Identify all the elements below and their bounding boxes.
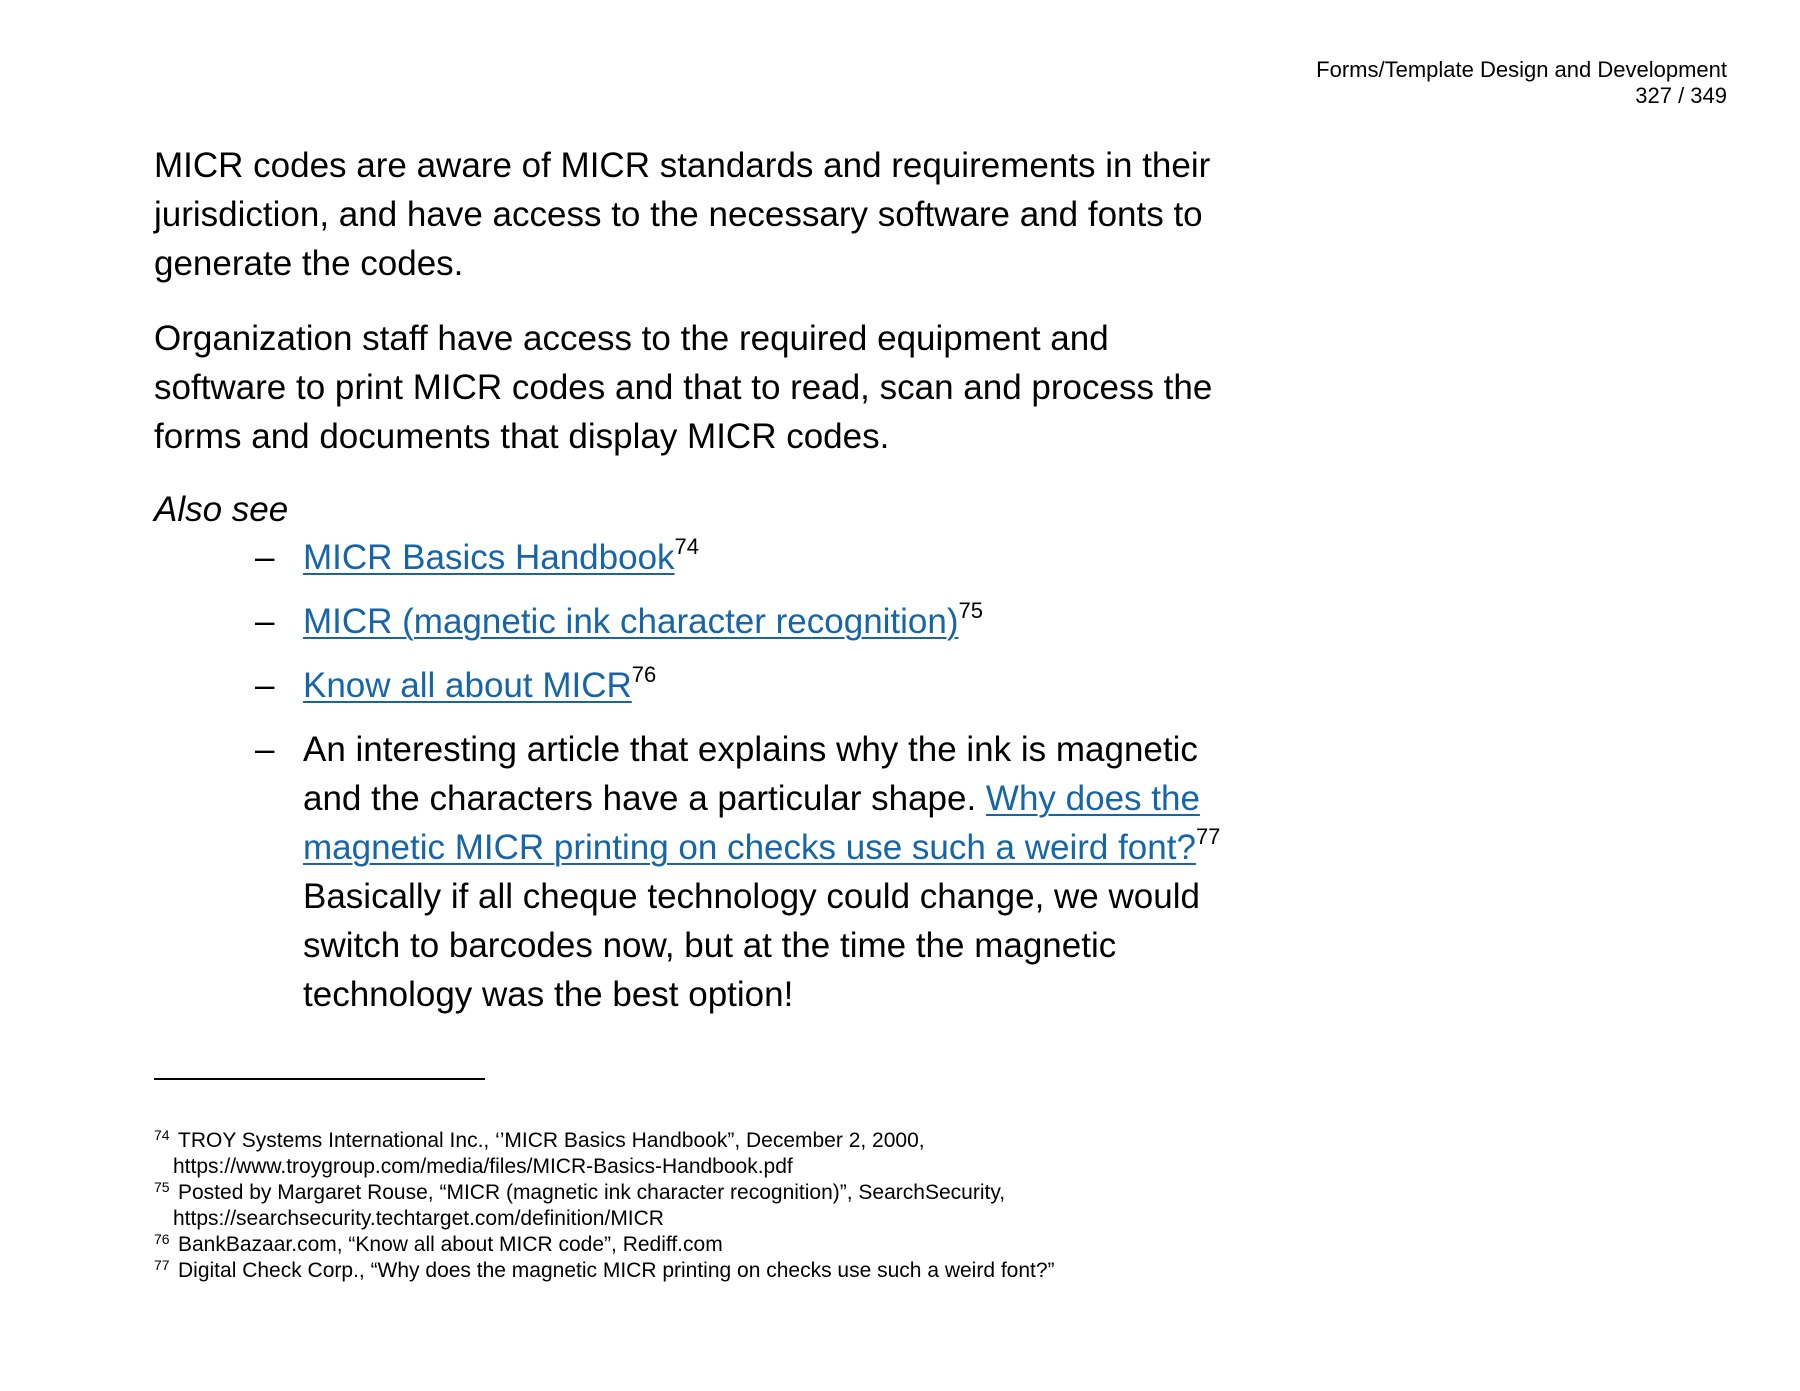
document-title: Forms/Template Design and Development <box>1316 57 1727 82</box>
link-micr-magnetic-ink[interactable]: MICR (magnetic ink character recognition) <box>303 602 959 641</box>
footnote-number: 77 <box>154 1257 170 1273</box>
dash-bullet: – <box>255 730 275 769</box>
footnote-ref[interactable]: 77 <box>1195 824 1221 850</box>
footnote-text: Posted by Margaret Rouse, “MICR (magnetic ink character recognition)”, SearchSecurity, <box>178 1181 1006 1204</box>
list-item <box>154 533 1234 582</box>
footnote-ref[interactable]: 74 <box>674 534 700 560</box>
footnote-text: TROY Systems International Inc., ‘’MICR Basics Handbook”, December 2, 2000, <box>178 1129 925 1152</box>
footnotes <box>154 1128 1354 1284</box>
article-intro-text: An interesting article that explains why the ink is magnetic and the characters have a particular shape. <box>303 730 1198 818</box>
footnote-separator <box>154 1078 485 1080</box>
page-header <box>1316 57 1727 109</box>
dash-bullet: – <box>255 538 275 577</box>
article-closing-text: Basically if all cheque technology could change, we would switch to barcodes now, but at the time the magnetic technology was the best option! <box>303 877 1200 1014</box>
paragraph-micr-codes: MICR codes are aware of MICR standards and requirements in their jurisdiction, and have access to the necessary software and fonts to generate the codes. <box>154 146 1211 283</box>
footnote-url: https://searchsecurity.techtarget.com/definition/MICR <box>173 1207 664 1230</box>
also-see-list <box>154 533 1234 1019</box>
link-why-weird-font[interactable]: Why does the magnetic MICR printing on checks use such a weird font? <box>303 779 1200 867</box>
dash-bullet: – <box>255 602 275 641</box>
page-number: 327 / 349 <box>1635 83 1727 108</box>
footnote-76 <box>154 1232 1354 1258</box>
paragraph-organization-staff: Organization staff have access to the required equipment and software to print MICR codes and that to read, scan and process the forms and documents that display MICR codes. <box>154 319 1213 456</box>
footnote-url: https://www.troygroup.com/media/files/MICR-Basics-Handbook.pdf <box>173 1155 793 1178</box>
footnote-77 <box>154 1258 1354 1284</box>
footnote-text: Digital Check Corp., “Why does the magnetic MICR printing on checks use such a weird font?” <box>178 1259 1055 1282</box>
list-item <box>154 661 1234 710</box>
list-item <box>154 597 1234 646</box>
main-content <box>154 141 1234 1034</box>
link-micr-basics-handbook[interactable]: MICR Basics Handbook <box>303 538 675 577</box>
footnote-ref[interactable]: 76 <box>631 662 657 688</box>
dash-bullet: – <box>255 666 275 705</box>
footnote-75 <box>154 1180 1354 1232</box>
also-see-heading: Also see <box>154 490 289 529</box>
footnote-text: BankBazaar.com, “Know all about MICR code”, Rediff.com <box>178 1233 723 1256</box>
list-item <box>154 725 1234 1019</box>
footnote-number: 74 <box>154 1127 170 1143</box>
footnote-number: 75 <box>154 1179 170 1195</box>
footnote-74 <box>154 1128 1354 1180</box>
footnote-number: 76 <box>154 1231 170 1247</box>
footnote-ref[interactable]: 75 <box>958 598 983 624</box>
link-know-all-about-micr[interactable]: Know all about MICR <box>303 666 632 705</box>
